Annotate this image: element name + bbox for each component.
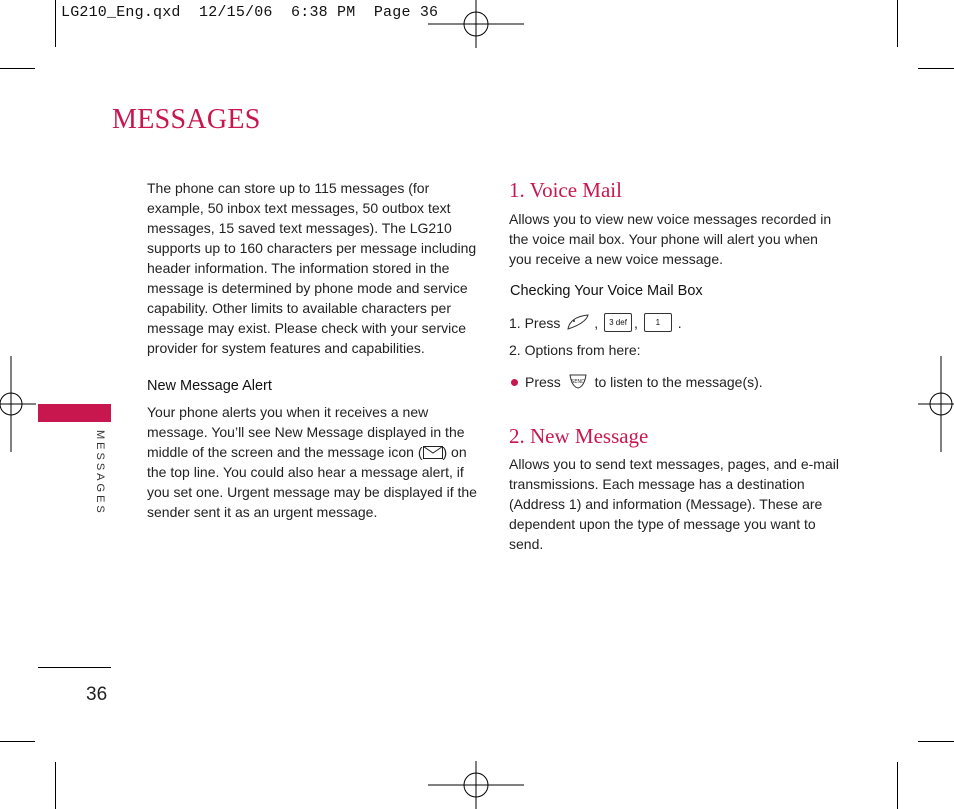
crop-mark [55,0,56,47]
registration-mark-icon [428,761,524,809]
text-line: message may exist. Please check with your service [147,320,467,336]
message-envelope-icon [423,446,443,459]
text-line: transmissions. Each message has a destination [509,476,805,492]
print-slug: LG210_Eng.qxd 12/15/06 6:38 PM Page 36 [61,4,439,21]
crop-mark [897,0,898,47]
text-line [147,442,487,462]
text-line: send. [509,536,544,552]
crop-mark [897,762,898,809]
page-number: 36 [86,684,108,705]
voice-mail-heading: 1. Voice Mail [509,178,622,202]
side-section-label: MESSAGES [94,430,106,516]
text-line: Allows you to send text messages, pages, and e-mail [509,456,839,472]
separator: , [594,315,599,331]
new-message-paragraph [509,454,869,554]
registration-mark-icon [918,356,954,452]
registration-mark-icon [0,356,36,452]
text-fragment: middle of the screen and the message icon ( [147,444,423,460]
separator: . [677,315,682,331]
text-line: message is determined by phone mode and service [147,280,468,296]
text-line: sender sent it as an urgent message. [147,504,378,520]
text-line: messages, 15 saved text messages). The LG210 [147,220,452,236]
crop-mark [0,68,35,69]
text-line: header information. The information stored in the [147,260,450,276]
voice-mail-paragraph [509,209,849,269]
new-message-alert-heading: New Message Alert [147,378,272,394]
text-line: Your phone alerts you when it receives a new [147,404,429,420]
voice-mail-bullet [511,372,763,392]
page-title: MESSAGES [112,104,261,135]
crop-mark [918,68,954,69]
text-line: supports up to 160 characters per message including [147,240,477,256]
bullet-text: Press [525,374,561,390]
intro-paragraph [147,178,487,358]
crop-mark [0,741,35,742]
crop-mark [55,762,56,809]
text-line: message. You’ll see New Message displayed in the [147,424,465,440]
send-key-icon [567,372,589,390]
text-fragment: ) on [442,444,467,460]
text-line: (Address 1) and information (Message). These are [509,496,823,512]
crop-mark [918,741,954,742]
bullet-icon [511,379,518,386]
text-line: the voice mail box. Your phone will alert you when [509,231,818,247]
text-line: you set one. Urgent message may be displayed if the [147,484,477,500]
text-line: The phone can store up to 115 messages (for [147,180,430,196]
left-soft-key-icon [566,313,592,331]
text-line: example, 50 inbox text messages, 50 outbox text [147,200,451,216]
text-line: dependent upon the type of message you want to [509,516,816,532]
separator: , [634,315,638,331]
text-line: provider for system features and capabilities. [147,340,425,356]
voice-mail-step-1 [509,313,682,334]
text-line: capability. Other limits to available characters per [147,300,451,316]
new-message-heading: 2. New Message [509,424,649,448]
text-line: Allows you to view new voice messages recorded in [509,211,832,227]
text-line: you receive a new voice message. [509,251,723,267]
registration-mark-icon [428,0,524,48]
checking-voice-mail-heading: Checking Your Voice Mail Box [510,283,703,299]
text-line: the top line. You could also hear a message alert, if [147,464,464,480]
key-1-voicemail-icon: 1 [644,313,672,332]
alert-paragraph [147,402,487,522]
step-text: 1. Press [509,315,561,331]
section-tab [38,404,111,422]
svg-text:SEND: SEND [570,379,585,386]
folio-rule [38,667,111,668]
bullet-text: to listen to the message(s). [594,374,763,390]
key-3-icon: 3 def [604,313,632,332]
voice-mail-step-2: 2. Options from here: [509,342,641,358]
